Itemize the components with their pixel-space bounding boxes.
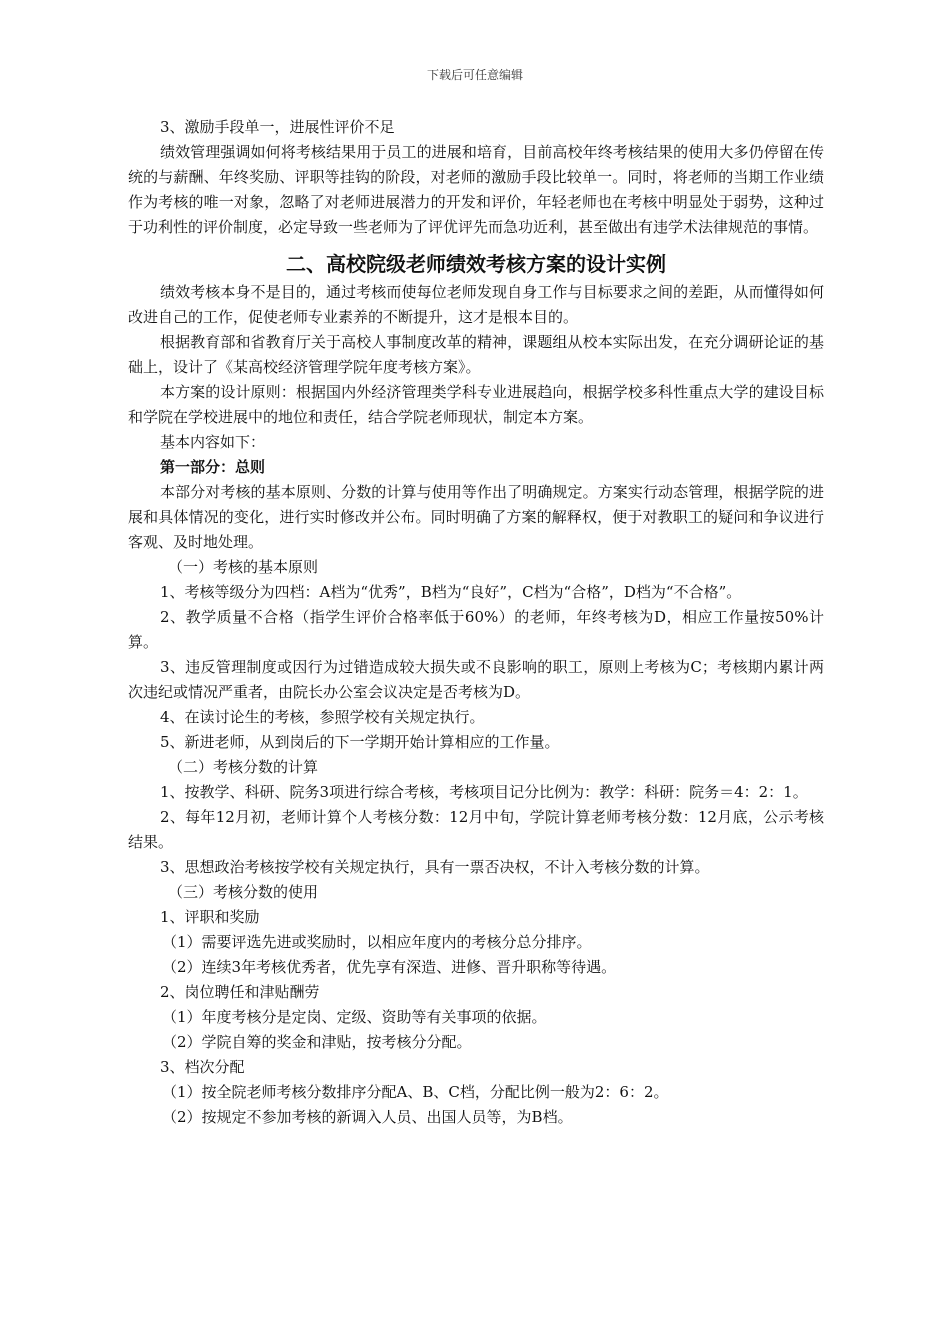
list-item: （1）年度考核分是定岗、定级、资助等有关事项的依据。: [162, 1008, 547, 1026]
list-item: 3、档次分配: [160, 1058, 245, 1076]
page-header-note: 下载后可任意编辑: [426, 68, 523, 82]
list-item: 2、教学质量不合格（指学生评价合格率低于60%）的老师，年终考核为D，相应工作量按50%计算。: [128, 608, 824, 651]
section-heading: 二、高校院级老师绩效考核方案的设计实例: [286, 252, 666, 276]
body-paragraph: 本方案的设计原则：根据国内外经济管理类学科专业进展趋向，根据学校多科性重点大学的建设目标和学院在学校进展中的地位和责任，结合学院老师现状，制定本方案。: [128, 383, 824, 426]
body-paragraph: 根据教育部和省教育厅关于高校人事制度改革的精神，课题组从校本实际出发，在充分调研论证的基础上，设计了《某高校经济管理学院年度考核方案》。: [128, 333, 824, 376]
body-paragraph: 基本内容如下：: [160, 433, 266, 451]
list-item: 2、每年12月初，老师计算个人考核分数：12月中旬，学院计算老师考核分数：12月底，公示考核结果。: [128, 808, 824, 851]
document-body: [128, 115, 824, 1130]
subsection-heading: （一）考核的基本原则: [168, 558, 319, 576]
list-item-heading: 3、激励手段单一，进展性评价不足: [160, 118, 395, 136]
list-item: 1、考核等级分为四档：A档为“优秀”，B档为“良好”，C档为“合格”，D档为“不合格”。: [160, 583, 742, 601]
list-item: 2、岗位聘任和津贴酬劳: [160, 983, 320, 1001]
body-paragraph: 本部分对考核的基本原则、分数的计算与使用等作出了明确规定。方案实行动态管理，根据学院的进展和具体情况的变化，进行实时修改并公布。同时明确了方案的解释权，便于对教职工的疑问和争议进行客观、及时地处理。: [128, 483, 824, 551]
list-item: （1）需要评选先进或奖励时，以相应年度内的考核分总分排序。: [162, 933, 592, 951]
list-item: 3、思想政治考核按学校有关规定执行，具有一票否决权，不计入考核分数的计算。: [160, 858, 710, 876]
body-paragraph: 绩效管理强调如何将考核结果用于员工的进展和培育，目前高校年终考核结果的使用大多仍停留在传统的与薪酬、年终奖励、评职等挂钩的阶段，对老师的激励手段比较单一。同时，将老师的当期工作业绩作为考核的唯一对象，忽略了对老师进展潜力的开发和评价，年轻老师也在考核中明显处于弱势，这种过于功利性的评价制度，必定导致一些老师为了评优评先而急功近利，甚至做出有违学术法律规范的事情。: [128, 143, 824, 236]
list-item: （2）连续3年考核优秀者，优先享有深造、进修、晋升职称等待遇。: [162, 958, 617, 976]
list-item: （1）按全院老师考核分数排序分配A、B、C档，分配比例一般为2：6：2。: [162, 1083, 669, 1101]
list-item: 5、新进老师，从到岗后的下一学期开始计算相应的工作量。: [160, 733, 560, 751]
list-item: 4、在读讨论生的考核，参照学校有关规定执行。: [160, 708, 485, 726]
list-item: （2）按规定不参加考核的新调入人员、出国人员等，为B档。: [162, 1108, 573, 1126]
list-item: 1、评职和奖励: [160, 908, 260, 926]
part-heading: 第一部分：总则: [160, 458, 266, 476]
subsection-heading: （二）考核分数的计算: [168, 758, 319, 776]
body-paragraph: 绩效考核本身不是目的，通过考核而使每位老师发现自身工作与目标要求之间的差距，从而懂得如何改进自己的工作，促使老师专业素养的不断提升，这才是根本目的。: [128, 283, 824, 326]
subsection-heading: （三）考核分数的使用: [168, 883, 319, 901]
list-item: （2）学院自筹的奖金和津贴，按考核分分配。: [162, 1033, 472, 1051]
list-item: 3、违反管理制度或因行为过错造成较大损失或不良影响的职工，原则上考核为C；考核期内累计两次违纪或情况严重者，由院长办公室会议决定是否考核为D。: [128, 658, 824, 701]
list-item: 1、按教学、科研、院务3项进行综合考核，考核项目记分比例为：教学：科研：院务＝4：2：1。: [160, 783, 808, 801]
